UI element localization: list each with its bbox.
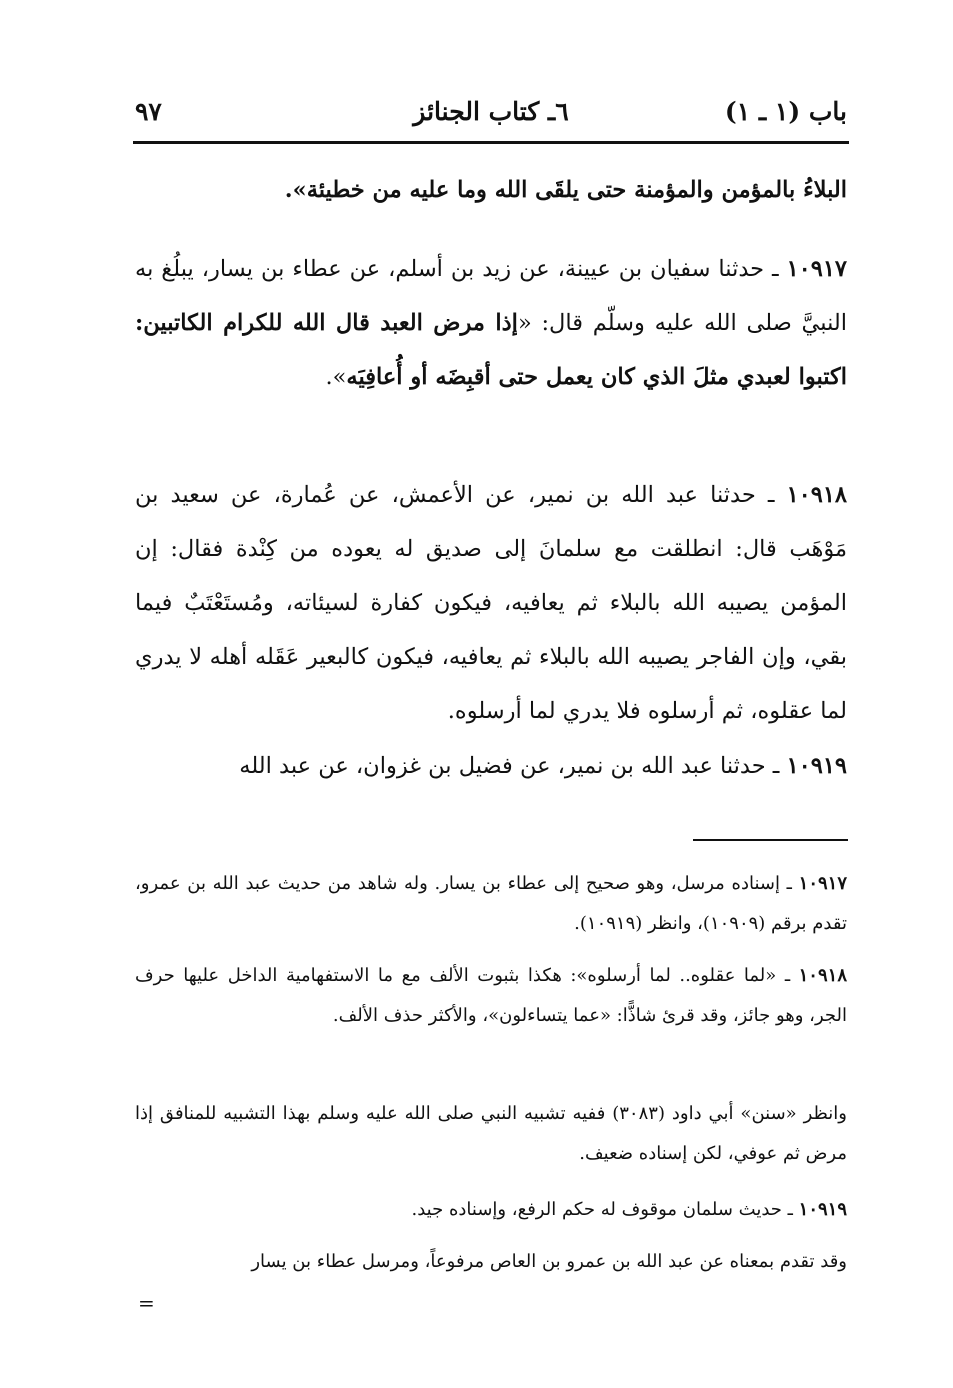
hadith-paragraph [135, 468, 847, 738]
footnote-text: ـ حديث سلمان موقوف له حكم الرفع، وإسناده جيد. [411, 1199, 793, 1220]
continuation-mark: = [138, 1291, 155, 1315]
footnote-text: ـ إسناده مرسل، وهو صحيح إلى عطاء بن يسار. وله شاهد من حديث عبد الله بن عمرو، تقدم برقم (١٠٩٠٩)، وانظر (١٠٩١٩). [135, 873, 847, 934]
footnote-number: ١٠٩١٨ [798, 965, 847, 986]
hadith-number: ١٠٩١٨ [786, 482, 847, 508]
page-number: ٩٧ [135, 97, 162, 126]
footnote-number: ١٠٩١٩ [798, 1199, 847, 1220]
header-book-title: ٦ـ كتاب الجنائز [413, 97, 569, 126]
footnote [135, 864, 847, 944]
header-chapter: باب (١ ـ ١) [724, 97, 847, 126]
footnote [135, 956, 847, 1036]
hadith-paragraph [135, 242, 847, 404]
footnote-number: ١٠٩١٧ [798, 873, 847, 894]
hadith-quote-end: ». [325, 364, 347, 390]
footnote-text: وانظر «سنن» أبي داود (٣٠٨٣) ففيه تشبيه النبي صلى الله عليه وسلم بهذا التشبيه للمنافق إذا مرض ثم عوفي، لكن إسناده ضعيف. [135, 1103, 847, 1164]
footnote [135, 1094, 847, 1174]
footnote [135, 1190, 847, 1230]
paragraph-text: البلاءُ بالمؤمن والمؤمنة حتى يلقَى الله وما عليه من خطيئة». [284, 177, 847, 203]
running-header [135, 92, 847, 132]
footnote-text: ـ «لما عقلوه.. لما أرسلوه»: هكذا بثبوت الألف مع ما الاستفهامية الداخل عليها حرف الجر، وهو جائز، وقد قرئ شاذًّا: «عما يتساءلون»، والأكثر حذف الألف. [135, 965, 847, 1026]
hadith-text: ـ حدثنا عبد الله بن نمير، عن الأعمش، عن عُمارة، عن سعيد بن مَوْهَب قال: انطلقت مع سلمانَ إلى صديق له يعوده من كِنْدة فقال: إن المؤمن يصيبه الله بالبلاء ثم يعافيه، فيكون كفارة لسيئاته، ومُستَعْتَبٌ فيما بقي، وإن الفاجر يصيبه الله بالبلاء ثم يعافيه، فيكون كالبعير عَقَله أهله لا يدري لما عقلوه، ثم أرسلوه فلا يدري لما أرسلوه. [135, 482, 847, 724]
header-rule [133, 141, 849, 144]
hadith-number: ١٠٩١٧ [786, 256, 848, 282]
hadith-number: ١٠٩١٩ [786, 753, 847, 779]
footnote-rule [693, 839, 848, 841]
paragraph-continuation [135, 163, 847, 217]
hadith-text: ـ حدثنا عبد الله بن نمير، عن فضيل بن غزوان، عن عبد الله [239, 753, 780, 779]
hadith-quote: إذا مرض العبد قال الله للكرام الكاتبين: اكتبوا لعبدي مثلَ الذي كان يعمل حتى أقبِضَه أو أُعافِيَه [135, 310, 847, 390]
hadith-isnad: ـ حدثنا سفيان بن عيينة، عن زيد بن أسلم، عن عطاء بن يسار، يبلُغ به النبيَّ صلى الله عليه وسلّم قال: « [135, 256, 847, 336]
hadith-paragraph [135, 739, 847, 793]
footnote-text: وقد تقدم بمعناه عن عبد الله بن عمرو بن العاص مرفوعاً، ومرسل عطاء بن يسار [251, 1251, 847, 1272]
footnote [135, 1242, 847, 1282]
